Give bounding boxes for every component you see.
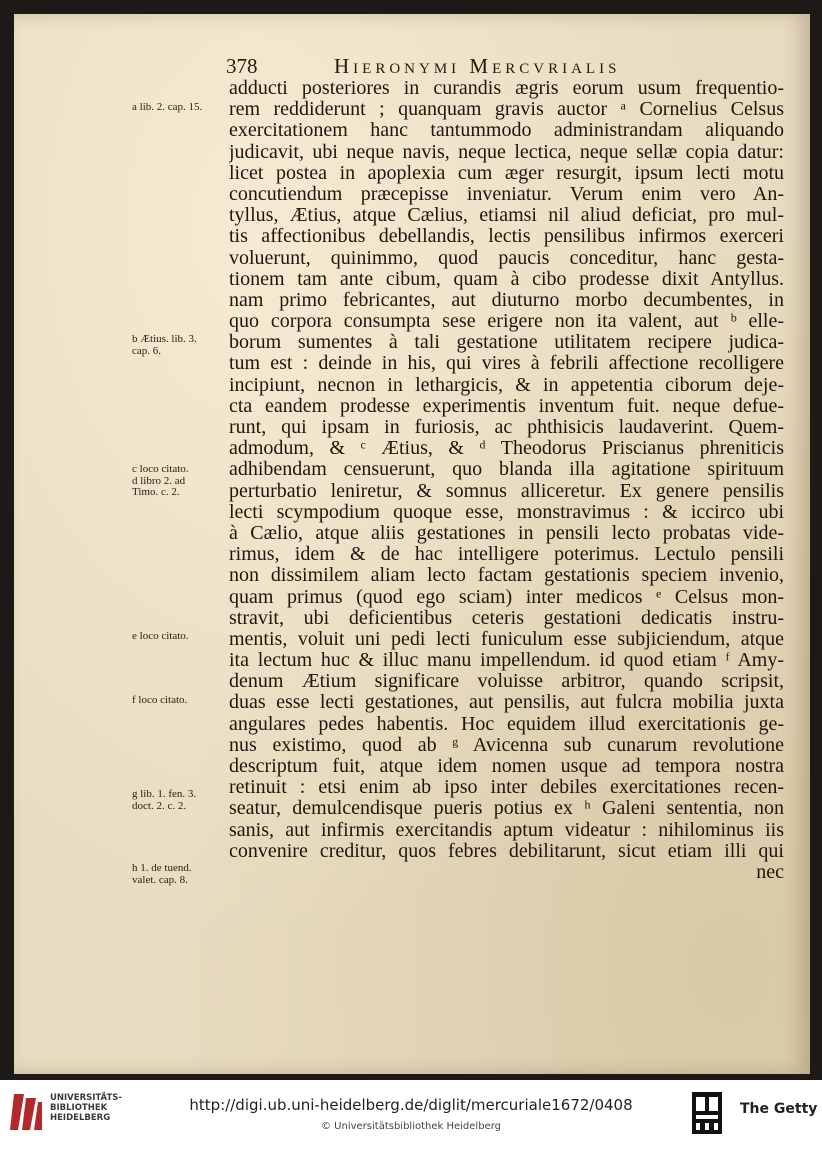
margin-note-a: a lib. 2. cap. 15.	[132, 101, 203, 113]
text-line: nus existimo, quod ab ᵍ Avicenna sub cunarum revolutione	[229, 734, 784, 756]
margin-note-b: b Ætius. lib. 3. cap. 6.	[132, 333, 197, 357]
text-line: voluerunt, quinimmo, quod paucis conceditur, hanc gesta-	[229, 247, 784, 269]
text-line: non dissimilem aliam lecto factam gestationis speciem invenio,	[229, 565, 784, 587]
text-line: lecti scympodium quoque esse, monstravimus : & iccirco ubi	[229, 501, 784, 523]
copyright-notice: © Universitätsbibliothek Heidelberg	[320, 1121, 501, 1132]
text-line: duas esse lecti gestationes, aut pensilis, aut fulcra mobilia juxta	[229, 692, 784, 714]
text-line: adducti posteriores in curandis ægris eorum usum frequentio-	[229, 78, 784, 99]
margin-note-e: e loco citato.	[132, 630, 189, 642]
text-line: quo corpora consumpta sese erigere non ita valent, aut ᵇ elle-	[229, 311, 784, 333]
text-line: angulares pedes habentis. Hoc equidem illud exercitationis ge-	[229, 713, 784, 735]
digitization-footer	[0, 1080, 822, 1149]
sponsor-name: The Getty	[740, 1101, 818, 1117]
text-line: tum est : deinde in his, qui vires à febrili affectione recolligere	[229, 353, 784, 375]
margin-note-f: f loco citato.	[132, 694, 188, 706]
text-line: descriptum fuit, atque idem nomen usque ad tempora nostra	[229, 756, 784, 777]
text-line: exercitationem hanc tantummodo administrandam aliquando	[229, 120, 784, 142]
page-number: 378	[226, 54, 258, 78]
text-line: cta eandem prodesse experimentis inventum fuit. neque defue-	[229, 395, 784, 417]
text-line: incipiunt, necnon in lethargicis, & in appetentia ciborum deje-	[229, 374, 784, 396]
text-line: mentis, voluit uni pedi lecti funiculum esse subjiciendum, atque	[229, 628, 784, 650]
margin-note-g: g lib. 1. fen. 3. doct. 2. c. 2.	[132, 788, 197, 812]
text-line: nam primo febricantes, aut diuturno morbo decumbentes, in	[229, 289, 784, 311]
text-line: retinuit : etsi enim ab ipso inter debiles exercitationes recen-	[229, 777, 784, 799]
text-line: adhibendam censuerunt, quo blanda illa agitatione spirituum	[229, 459, 784, 481]
text-line: tyllus, Ætius, atque Cælius, etiamsi nil aliud deficiat, pro mul-	[229, 205, 784, 227]
text-line: perturbatio leniretur, & somnus alliceretur. Ex genere pensilis	[229, 480, 784, 502]
text-line: quam primus (quod ego sciam) inter medicos ᵉ Celsus mon-	[229, 586, 784, 608]
text-line: judicavit, ubi neque navis, neque lectica, neque sellæ copia datur:	[229, 141, 784, 163]
book-page	[14, 14, 810, 1074]
margin-note-h: h 1. de tuend. valet. cap. 8.	[132, 862, 192, 886]
text-line: ita lectum huc & illuc manu impellendum. id quod etiam ᶠ Amy-	[229, 650, 784, 672]
text-line: admodum, & ᶜ Ætius, & ᵈ Theodorus Priscianus phreniticis	[229, 438, 784, 460]
running-header	[14, 52, 810, 78]
text-line: tis affectionibus debellandis, lectis pensilibus infirmos exerceri	[229, 226, 784, 248]
margin-note-c-d: c loco citato. d libro 2. ad Timo. c. 2.	[132, 463, 189, 498]
text-line: rem reddiderunt ; quanquam gravis auctor ᵃ Cornelius Celsus	[229, 99, 784, 121]
text-line: licet postea in apoplexia cum æger resurgit, ipsum lecti motu	[229, 162, 784, 184]
catchword: nec	[756, 861, 784, 883]
text-line: runt, qui ipsam in furiosis, ac phthisicis laudaverint. Quem-	[229, 417, 784, 438]
running-head-title: Hieronymi Mercvrialis	[334, 54, 621, 78]
text-line: sanis, aut infirmis exercitandis aptum videatur : nihilominus iis	[229, 819, 784, 841]
text-line: à Cælio, atque aliis gestationes in pensili lecto probatas vide-	[229, 522, 784, 544]
text-line: seatur, demulcendisque pueris potius ex ʰ Galeni sententia, non	[229, 798, 784, 820]
getty-logo-icon	[692, 1092, 722, 1134]
text-line: borum sumentes à tali gestatione utilitatem recipere judica-	[229, 332, 784, 354]
text-line: concutiendum præcepisse inveniatur. Verum enim vero An-	[229, 183, 784, 205]
text-line: convenire creditur, quos febres debilitarunt, sicut etiam illi qui	[229, 840, 784, 862]
main-text-block	[229, 78, 784, 883]
text-line: denum Ætium significare voluisse arbitror, quando scripsit,	[229, 671, 784, 693]
library-name: UNIVERSITÄTS- BIBLIOTHEK HEIDELBERG	[50, 1093, 122, 1123]
source-url[interactable]: http://digi.ub.uni-heidelberg.de/diglit/mercuriale1672/0408	[189, 1096, 633, 1114]
text-line: rimus, idem & de hac intelligere poterimus. Lectulo pensili	[229, 544, 784, 566]
text-line: stravit, ubi deficientibus ceteris gestationi dedicatis instru-	[229, 607, 784, 629]
text-line: tionem tam ante cibum, quam à cibo prodesse dixit Antyllus.	[229, 268, 784, 290]
